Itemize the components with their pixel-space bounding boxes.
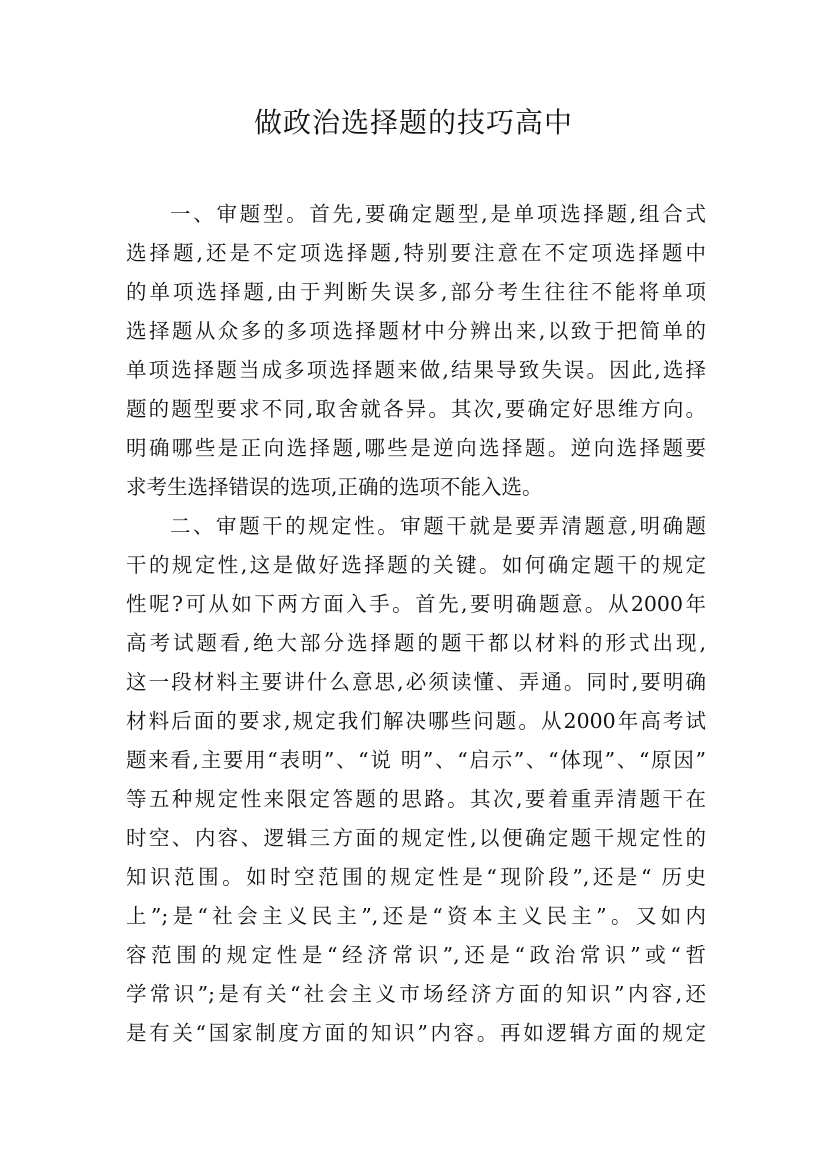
paragraph-2-line: 学常识”;是有关“社会主义市场经济方面的知识”内容,还 xyxy=(126,982,706,1006)
paragraph-1-line: 单项选择题当成多项选择题来做,结果导致失误。因此,选择 xyxy=(126,358,706,382)
paragraph-2-line: 知识范围。如时空范围的规定性是“现阶段”,还是“ 历史 xyxy=(126,865,706,889)
paragraph-1-line: 题的题型要求不同,取舍就各异。其次,要确定好思维方向。 xyxy=(126,397,706,421)
paragraph-2-line: 二、审题干的规定性。审题干就是要弄清题意,明确题 xyxy=(170,514,706,538)
document-title: 做政治选择题的技巧高中 xyxy=(253,106,573,139)
paragraph-2-line: 是有关“国家制度方面的知识”内容。再如逻辑方面的规定 xyxy=(126,1021,706,1045)
paragraph-1-line: 的单项选择题,由于判断失误多,部分考生往往不能将单项 xyxy=(126,280,706,304)
paragraph-2-line: 等五种规定性来限定答题的思路。其次,要着重弄清题干在 xyxy=(126,787,706,811)
paragraph-2-line: 容范围的规定性是“经济常识”,还是“政治常识”或“哲 xyxy=(126,943,706,967)
paragraph-2-line: 性呢?可从如下两方面入手。首先,要明确题意。从2000年 xyxy=(126,592,706,616)
paragraph-2-line: 干的规定性,这是做好选择题的关键。如何确定题干的规定 xyxy=(126,553,706,577)
paragraph-1-line: 明确哪些是正向选择题,哪些是逆向选择题。逆向选择题要 xyxy=(126,436,706,460)
paragraph-2-line: 时空、内容、逻辑三方面的规定性,以便确定题干规定性的 xyxy=(126,826,706,850)
paragraph-1-line: 一、审题型。首先,要确定题型,是单项选择题,组合式 xyxy=(170,202,706,226)
paragraph-1-line: 选择题从众多的多项选择题材中分辨出来,以致于把简单的 xyxy=(126,319,706,343)
paragraph-2-line: 上”;是“社会主义民主”,还是“资本主义民主”。又如内 xyxy=(126,904,706,928)
paragraph-2-line: 材料后面的要求,规定我们解决哪些问题。从2000年高考试 xyxy=(126,709,706,733)
paragraph-2-line: 题来看,主要用“表明”、“说 明”、“启示”、“体现”、“原因” xyxy=(126,748,706,772)
paragraph-1-line: 求考生选择错误的选项,正确的选项不能入选。 xyxy=(126,475,543,499)
paragraph-1-line: 选择题,还是不定项选择题,特别要注意在不定项选择题中 xyxy=(126,241,706,265)
paragraph-2-line: 高考试题看,绝大部分选择题的题干都以材料的形式出现, xyxy=(126,631,706,655)
paragraph-2-line: 这一段材料主要讲什么意思,必须读懂、弄通。同时,要明确 xyxy=(126,670,706,694)
document-body xyxy=(126,195,706,1053)
